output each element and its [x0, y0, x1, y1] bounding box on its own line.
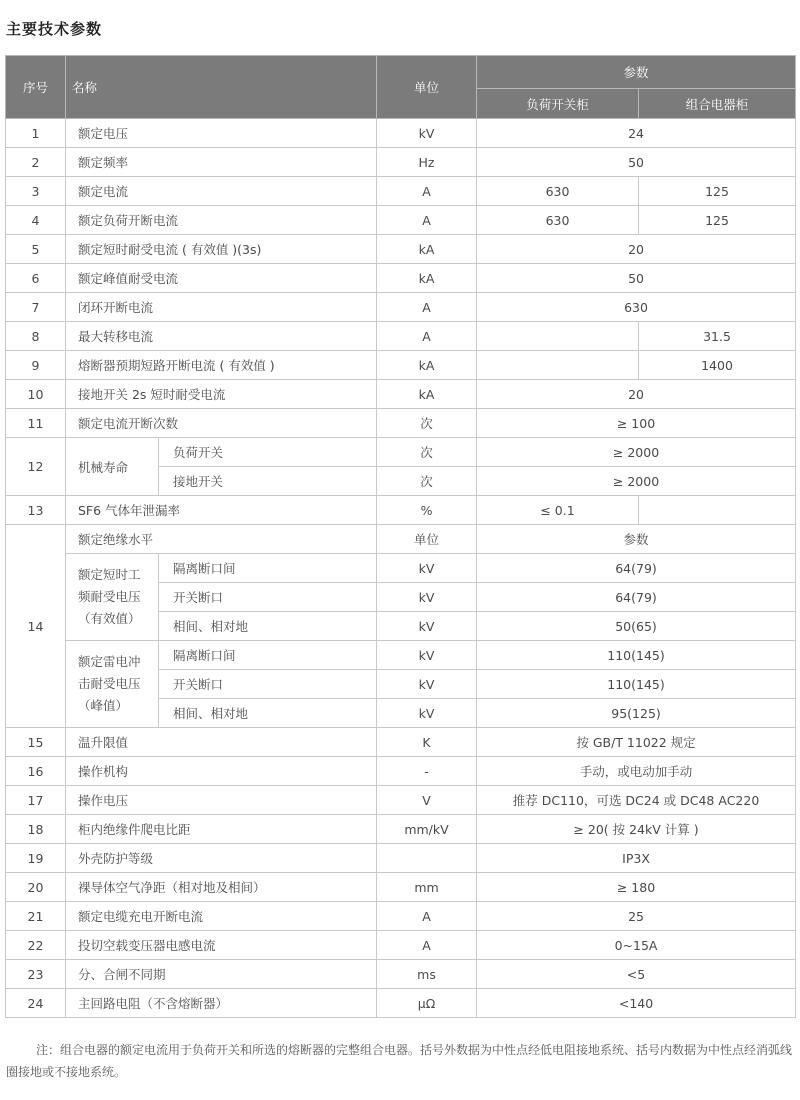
row-no: 18	[6, 815, 66, 844]
row-name: 分、合闸不同期	[66, 960, 377, 989]
row-unit: kA	[377, 380, 477, 409]
table-row	[6, 409, 796, 438]
row-no: 12	[6, 438, 66, 496]
table-row	[6, 235, 796, 264]
row-value: ≥ 2000	[477, 438, 796, 467]
row-no: 23	[6, 960, 66, 989]
table-row	[6, 351, 796, 380]
row-no: 4	[6, 206, 66, 235]
row-value-combined	[639, 496, 796, 525]
row-name: 投切空载变压器电感电流	[66, 931, 377, 960]
row-no: 22	[6, 931, 66, 960]
row-name: 额定电流	[66, 177, 377, 206]
row-name: 柜内绝缘件爬电比距	[66, 815, 377, 844]
row-value-combined: 31.5	[639, 322, 796, 351]
table-row	[6, 873, 796, 902]
row-unit: ms	[377, 960, 477, 989]
table-row	[6, 786, 796, 815]
table-row	[6, 293, 796, 322]
row-unit: kV	[377, 554, 477, 583]
row-unit: 次	[377, 438, 477, 467]
table-row	[6, 641, 796, 670]
row-name: 外壳防护等级	[66, 844, 377, 873]
row-unit: V	[377, 786, 477, 815]
row-no: 24	[6, 989, 66, 1018]
row-name: 机械寿命	[66, 438, 159, 496]
row-unit: -	[377, 757, 477, 786]
row-value: 50	[477, 148, 796, 177]
row-unit: kA	[377, 351, 477, 380]
row-value-combined: 125	[639, 177, 796, 206]
row-value: ≥ 2000	[477, 467, 796, 496]
row-value: 20	[477, 380, 796, 409]
row-no: 15	[6, 728, 66, 757]
table-row	[6, 844, 796, 873]
header-unit: 单位	[377, 56, 477, 119]
row-unit: 单位	[377, 525, 477, 554]
row-name: 额定短时耐受电流 ( 有效值 )(3s)	[66, 235, 377, 264]
row-unit: A	[377, 322, 477, 351]
row-unit: kV	[377, 670, 477, 699]
row-name: SF6 气体年泄漏率	[66, 496, 377, 525]
row-subname: 开关断口	[159, 670, 377, 699]
row-value: 50	[477, 264, 796, 293]
row-no: 13	[6, 496, 66, 525]
row-unit: kV	[377, 641, 477, 670]
row-name: 熔断器预期短路开断电流 ( 有效值 )	[66, 351, 377, 380]
row-value: 110(145)	[477, 670, 796, 699]
row-no: 17	[6, 786, 66, 815]
row-value: 参数	[477, 525, 796, 554]
row-no: 10	[6, 380, 66, 409]
row-no: 19	[6, 844, 66, 873]
row-unit: mm	[377, 873, 477, 902]
header-no: 序号	[6, 56, 66, 119]
row-name: 裸导体空气净距（相对地及相间）	[66, 873, 377, 902]
row-no: 11	[6, 409, 66, 438]
row-value: ≥ 180	[477, 873, 796, 902]
row-value-combined: 1400	[639, 351, 796, 380]
row-name: 额定频率	[66, 148, 377, 177]
row-value-load-switch	[477, 322, 639, 351]
header-name: 名称	[66, 56, 377, 119]
table-row	[6, 380, 796, 409]
row-unit: kA	[377, 235, 477, 264]
row-value: 50(65)	[477, 612, 796, 641]
row-no: 9	[6, 351, 66, 380]
row-unit: A	[377, 177, 477, 206]
row-name: 额定绝缘水平	[66, 525, 377, 554]
row-value: <5	[477, 960, 796, 989]
row-unit: kV	[377, 119, 477, 148]
row-unit	[377, 844, 477, 873]
footnote: 注：组合电器的额定电流用于负荷开关和所选的熔断器的完整组合电器。括号外数据为中性点经低电阻接地系统、括号内数据为中性点经消弧线圈接地或不接地系统。	[6, 1043, 793, 1079]
table-row	[6, 206, 796, 235]
row-value: 64(79)	[477, 583, 796, 612]
row-value: ≥ 20( 按 24kV 计算 )	[477, 815, 796, 844]
row-unit: kV	[377, 583, 477, 612]
row-value: 推荐 DC110，可选 DC24 或 DC48 AC220	[477, 786, 796, 815]
row-value-load-switch: ≤ 0.1	[477, 496, 639, 525]
row-no: 21	[6, 902, 66, 931]
row-value: 25	[477, 902, 796, 931]
row-name: 闭环开断电流	[66, 293, 377, 322]
row-unit: K	[377, 728, 477, 757]
row-value-load-switch: 630	[477, 206, 639, 235]
table-row	[6, 496, 796, 525]
row-unit: Hz	[377, 148, 477, 177]
table-row	[6, 960, 796, 989]
row-no: 7	[6, 293, 66, 322]
table-row	[6, 757, 796, 786]
row-no: 20	[6, 873, 66, 902]
row-unit: kV	[377, 612, 477, 641]
table-row	[6, 989, 796, 1018]
row-name: 操作电压	[66, 786, 377, 815]
table-row	[6, 177, 796, 206]
row-value-load-switch	[477, 351, 639, 380]
page-title: 主要技术参数	[6, 20, 103, 38]
row-name: 温升限值	[66, 728, 377, 757]
row-unit: 次	[377, 467, 477, 496]
row-name: 主回路电阻（不含熔断器）	[66, 989, 377, 1018]
row-name: 额定电压	[66, 119, 377, 148]
row-unit: μΩ	[377, 989, 477, 1018]
row-name: 额定峰值耐受电流	[66, 264, 377, 293]
row-value: 按 GB/T 11022 规定	[477, 728, 796, 757]
table-row	[6, 322, 796, 351]
header-combined-cabinet: 组合电器柜	[639, 89, 796, 119]
row-group-name: 额定短时工频耐受电压（有效值）	[66, 554, 159, 641]
row-value: 95(125)	[477, 699, 796, 728]
row-subname: 隔离断口间	[159, 554, 377, 583]
table-row	[6, 119, 796, 148]
row-group-name: 额定雷电冲击耐受电压（峰值）	[66, 641, 159, 728]
table-row	[6, 554, 796, 583]
table-row	[6, 728, 796, 757]
row-subname: 负荷开关	[159, 438, 377, 467]
row-value: <140	[477, 989, 796, 1018]
row-unit: A	[377, 902, 477, 931]
row-value: 110(145)	[477, 641, 796, 670]
row-subname: 开关断口	[159, 583, 377, 612]
row-no: 3	[6, 177, 66, 206]
row-value: IP3X	[477, 844, 796, 873]
row-no: 16	[6, 757, 66, 786]
row-unit: %	[377, 496, 477, 525]
row-value-load-switch: 630	[477, 177, 639, 206]
row-no: 14	[6, 525, 66, 728]
row-no: 8	[6, 322, 66, 351]
header-load-switch-cabinet: 负荷开关柜	[477, 89, 639, 119]
row-value: 630	[477, 293, 796, 322]
row-value: 24	[477, 119, 796, 148]
row-no: 1	[6, 119, 66, 148]
row-unit: mm/kV	[377, 815, 477, 844]
row-no: 6	[6, 264, 66, 293]
row-subname: 隔离断口间	[159, 641, 377, 670]
row-name: 最大转移电流	[66, 322, 377, 351]
row-name: 接地开关 2s 短时耐受电流	[66, 380, 377, 409]
row-unit: A	[377, 293, 477, 322]
row-name: 额定电流开断次数	[66, 409, 377, 438]
row-no: 5	[6, 235, 66, 264]
row-unit: A	[377, 931, 477, 960]
row-unit: A	[377, 206, 477, 235]
table-row	[6, 438, 796, 467]
row-name: 额定电缆充电开断电流	[66, 902, 377, 931]
table-row	[6, 264, 796, 293]
row-value: 20	[477, 235, 796, 264]
row-subname: 接地开关	[159, 467, 377, 496]
row-value: 手动，或电动加手动	[477, 757, 796, 786]
header-params: 参数	[477, 56, 796, 89]
row-subname: 相间、相对地	[159, 699, 377, 728]
row-name: 额定负荷开断电流	[66, 206, 377, 235]
row-subname: 相间、相对地	[159, 612, 377, 641]
table-row	[6, 815, 796, 844]
row-no: 2	[6, 148, 66, 177]
row-unit: kA	[377, 264, 477, 293]
row-unit: kV	[377, 699, 477, 728]
row-name: 操作机构	[66, 757, 377, 786]
table-row	[6, 902, 796, 931]
row-value: 64(79)	[477, 554, 796, 583]
spec-table	[5, 55, 796, 1018]
row-value-combined: 125	[639, 206, 796, 235]
table-row	[6, 931, 796, 960]
row-value: 0~15A	[477, 931, 796, 960]
row-unit: 次	[377, 409, 477, 438]
table-row	[6, 148, 796, 177]
row-value: ≥ 100	[477, 409, 796, 438]
table-row	[6, 525, 796, 554]
